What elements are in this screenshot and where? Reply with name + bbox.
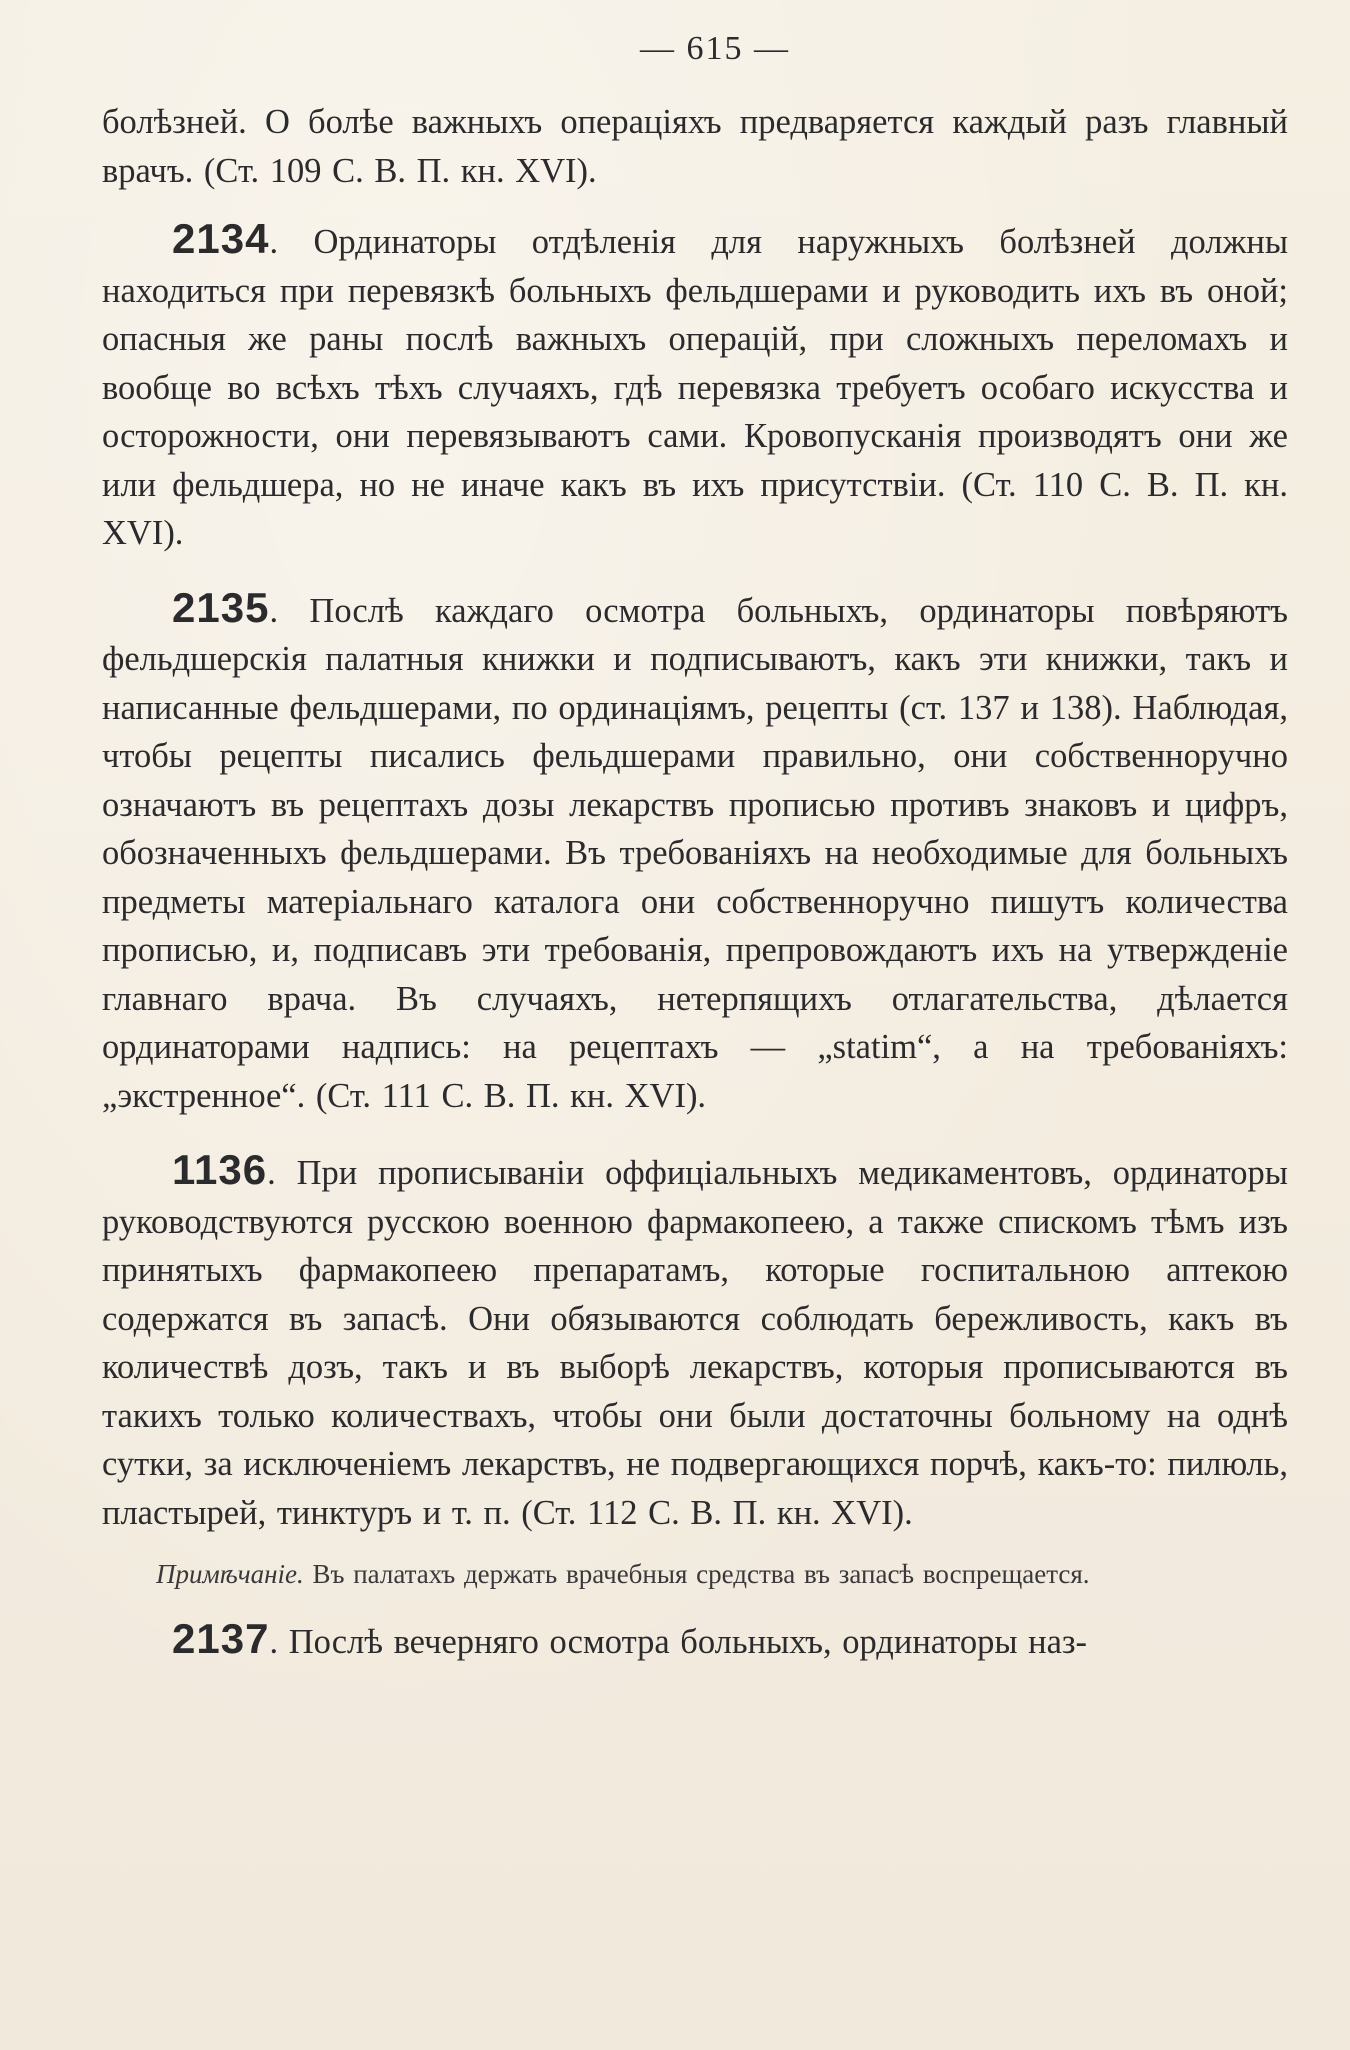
- article-number: 2137: [172, 1615, 270, 1662]
- article-number: 2135: [172, 583, 270, 631]
- page-number: — 615 —: [640, 30, 790, 67]
- paragraph-continuation: [102, 98, 1288, 195]
- article-2137: [102, 1615, 1288, 1667]
- paragraph-text: . Ординаторы отдѣленія для наружныхъ болѣзней должны находиться при перевязкѣ больныхъ фельдшерами и руководить ихъ въ оной; опасныя же раны послѣ важныхъ операцій, при сложныхъ переломахъ и вообще во всѣхъ тѣхъ случаяхъ, гдѣ перевязка требуетъ особаго искусства и осторожности, они перевязываютъ сами. Кровопусканія производятъ они же или фельдшера, но не иначе какъ въ ихъ присутствіи. (Ст. 110 С. В. П. кн. XVI).: [102, 223, 1288, 552]
- article-2135: [102, 584, 1288, 1121]
- paragraph-text: . Послѣ вечерняго осмотра больныхъ, ординаторы наз-: [269, 1623, 1088, 1661]
- footnote-remark: [102, 1553, 1288, 1595]
- article-2134: [102, 215, 1288, 558]
- paragraph-text: болѣзней. О болѣе важныхъ операціяхъ предваряется каждый разъ главный врачъ. (Ст. 109 С. В. П. кн. XVI).: [102, 103, 1288, 190]
- article-number: 1136: [172, 1146, 268, 1193]
- note-label: Примѣчаніе.: [156, 1559, 304, 1589]
- note-text: Въ палатахъ держать врачебныя средства въ запасѣ воспрещается.: [303, 1559, 1090, 1589]
- document-body: [102, 98, 1288, 1667]
- paragraph-text: . Послѣ каждаго осмотра больныхъ, ординаторы повѣряютъ фельдшерскія палатныя книжки и подписываютъ, какъ эти книжки, такъ и написанные фельдшерами, по ординаціямъ, рецепты (ст. 137 и 138). Наблюдая, чтобы рецепты писались фельдшерами правильно, они собственноручно означаютъ въ рецептахъ дозы лекарствъ прописью противъ знаковъ и цифръ, обозначенныхъ фельдшерами. Въ требованіяхъ на необходимые для больныхъ предметы матеріальнаго каталога они собственноручно пишутъ количества прописью, и, подписавъ эти требованія, препровождаютъ ихъ на утвержденіе главнаго врача. Въ случаяхъ, нетерпящихъ отлагательства, дѣлается ординаторами надпись: на рецептахъ — „statim“, а на требованіяхъ: „экстренное“. (Ст. 111 С. В. П. кн. XVI).: [102, 591, 1288, 1115]
- paragraph-text: . При прописываніи оффиціальныхъ медикаментовъ, ординаторы руководствуются русскою военною фармакопеею, а также спискомъ тѣмъ изъ принятыхъ фармакопеею препаратамъ, которые госпитальною аптекою содержатся въ запасѣ. Они обязываются соблюдать бережливость, какъ въ количествѣ дозъ, такъ и въ выборѣ лекарствъ, которыя прописываются въ такихъ только количествахъ, чтобы они были достаточны больному на однѣ сутки, за исключеніемъ лекарствъ, не подвергающихся порчѣ, какъ-то: пилюль, пластырей, тинктуръ и т. п. (Ст. 112 С. В. П. кн. XVI).: [102, 1154, 1288, 1532]
- article-number: 2134: [172, 215, 270, 262]
- article-1136: [102, 1146, 1288, 1537]
